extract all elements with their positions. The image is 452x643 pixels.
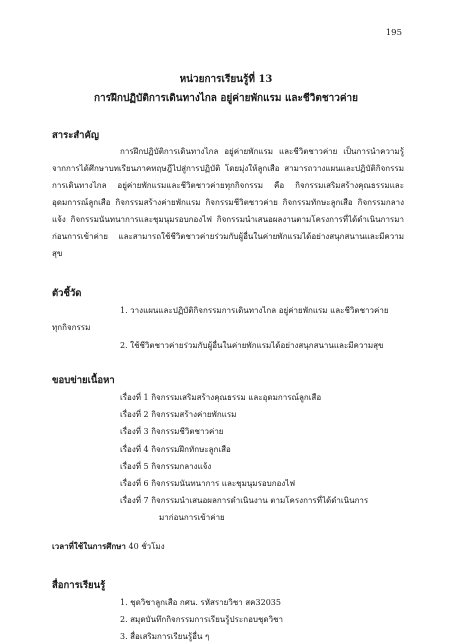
- scope-item: เรื่องที่ 7 กิจกรรมนำเสนอผลการดำเนินงาน ตามโครงการที่ได้ดำเนินการ: [120, 496, 369, 505]
- media-item: 2. สมุดบันทึกกิจกรรมการเรียนรู้ประกอบชุดวิชา: [120, 615, 283, 624]
- scope-item: เรื่องที่ 1 กิจกรรมเสริมสร้างคุณธรรม และอุดมการณ์ลูกเสือ: [120, 393, 322, 402]
- media-item: 3. สื่อเสริมการเรียนรู้อื่น ๆ: [120, 632, 210, 641]
- essence-heading: สาระสำคัญ: [52, 130, 99, 141]
- study-time-label: เวลาที่ใช้ในการศึกษา: [52, 541, 126, 551]
- media-item: 1. ชุดวิชาลูกเสือ กศน. รหัสรายวิชา สค32035: [120, 598, 281, 607]
- study-time-value: 40 ชั่วโมง: [128, 542, 165, 551]
- indicator-item-1: 1. วางแผนและปฏิบัติกิจกรรมการเดินทางไกล อยู่ค่ายพักแรม และชีวิตชาวค่าย: [120, 306, 389, 315]
- scope-item-7-cont: มาก่อนการเข้าค่าย: [159, 513, 225, 522]
- study-time: [52, 540, 165, 553]
- essence-text: การฝึกปฏิบัติการเดินทางไกล อยู่ค่ายพักแรม และชีวิตชาวค่าย เป็นการนำความรู้จากการได้ศึกษาบทเรียนภาคทฤษฎีไปสู่การปฏิบัติ โดยมุ่งให้ลูกเสือ สามารถวางแผนและปฏิบัติกิจกรรมการเดินทางไกล อยู่ค่ายพักแรมและชีวิตชาวค่ายทุกกิจกรรม คือ กิจกรรมเสริมสร้างคุณธรรมและอุดมการณ์ลูกเสือ กิจกรรมสร้างค่ายพักแรม กิจกรรมชีวิตชาวค่าย กิจกรรมทักษะลูกเสือ กิจกรรมกลางแจ้ง กิจกรรมนันทนาการและชุมนุมรอบกองไฟ กิจกรรมนำเสนอผลงานตามโครงการที่ได้ดำเนินการมาก่อนการเข้าค่าย และสามารถใช้ชีวิตชาวค่ายร่วมกับผู้อื่นในค่ายพักแรมได้อย่างสนุกสนานและมีความสุข: [52, 147, 404, 258]
- scope-heading: ขอบข่ายเนื้อหา: [52, 375, 115, 386]
- indicator-item-1-cont: ทุกกิจกรรม: [52, 323, 91, 332]
- scope-item: เรื่องที่ 2 กิจกรรมสร้างค่ายพักแรม: [120, 410, 237, 419]
- page-number: 195: [385, 28, 402, 38]
- unit-title: หน่วยการเรียนรู้ที่ 13: [179, 74, 273, 85]
- essence-paragraph: [52, 143, 404, 262]
- indicator-item-2: 2. ใช้ชีวิตชาวค่ายร่วมกับผู้อื่นในค่ายพักแรมได้อย่างสนุกสนานและมีความสุข: [120, 341, 384, 350]
- scope-item: เรื่องที่ 5 กิจกรรมกลางแจ้ง: [120, 462, 212, 471]
- scope-item: เรื่องที่ 4 กิจกรรมฝึกทักษะลูกเสือ: [120, 445, 231, 454]
- scope-item: เรื่องที่ 3 กิจกรรมชีวิตชาวค่าย: [120, 427, 224, 436]
- scope-item: เรื่องที่ 6 กิจกรรมนันทนาการ และชุมนุมรอบกองไฟ: [120, 479, 296, 488]
- indicators-heading: ตัวชี้วัด: [52, 288, 82, 299]
- media-heading: สื่อการเรียนรู้: [52, 580, 106, 591]
- unit-subtitle: การฝึกปฏิบัติการเดินทางไกล อยู่ค่ายพักแรม และชีวิตชาวค่าย: [93, 93, 359, 104]
